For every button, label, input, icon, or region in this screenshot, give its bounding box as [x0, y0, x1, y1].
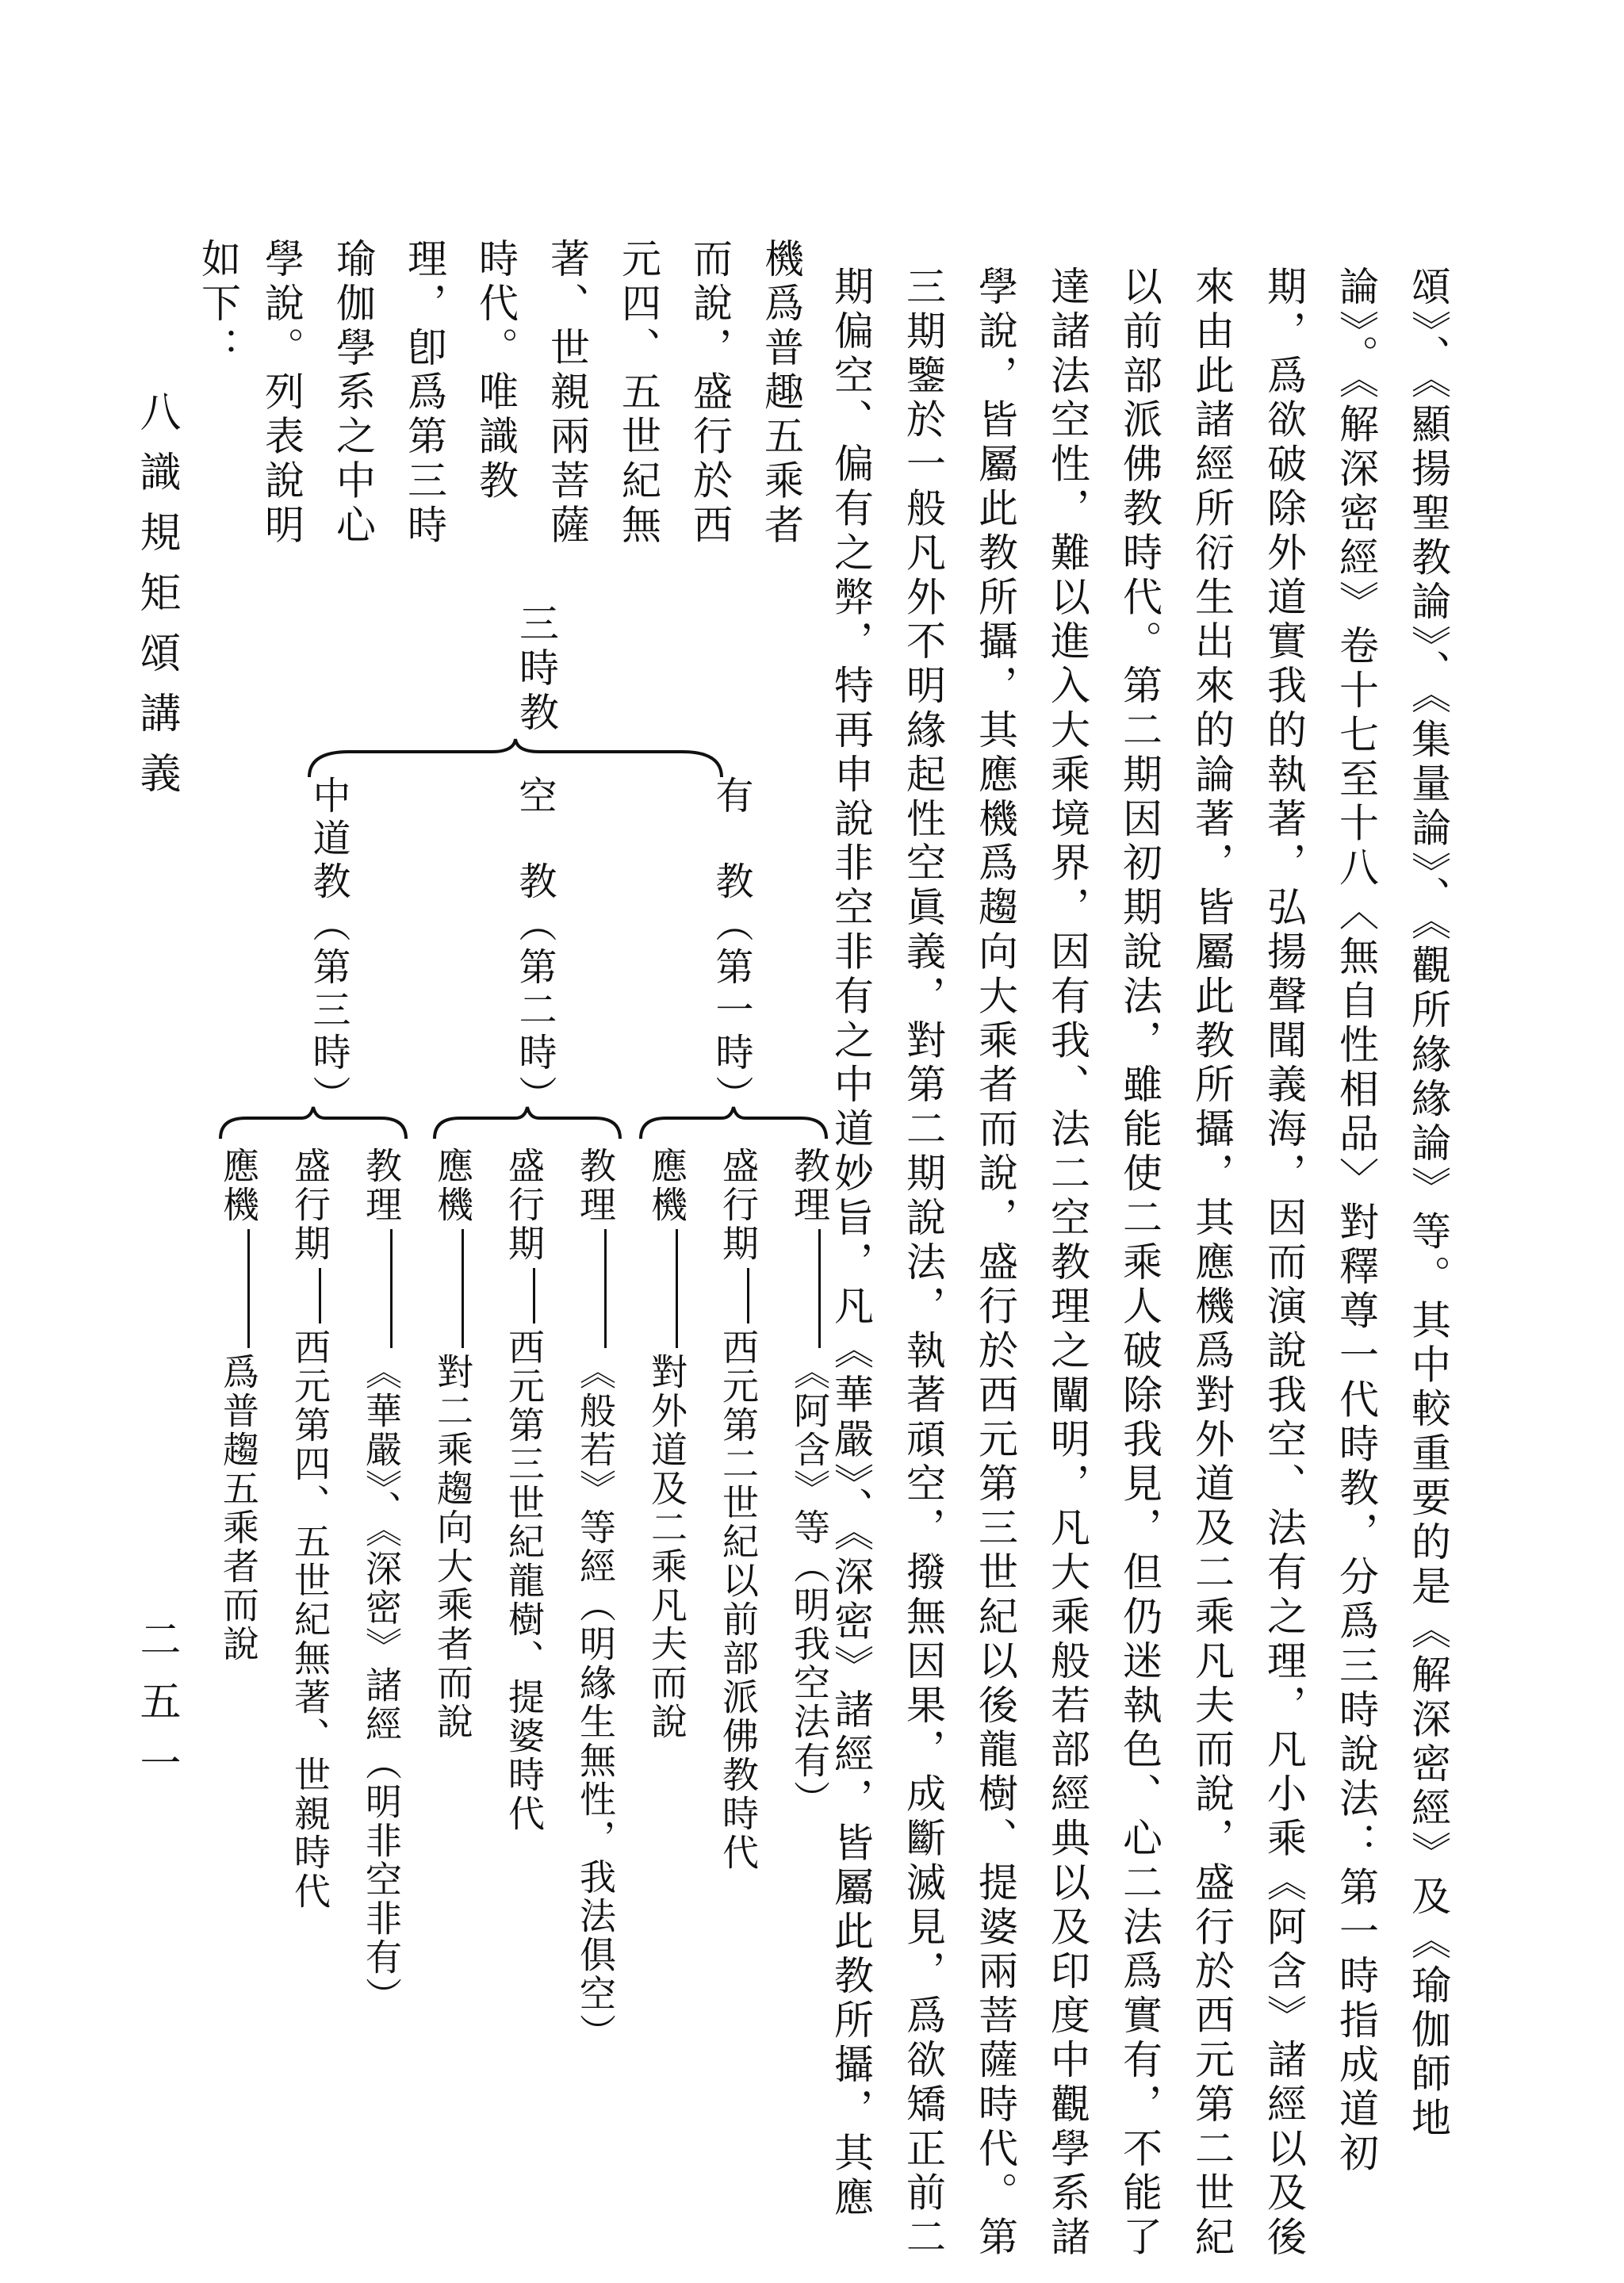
- row-value: 西元第四、五世紀無著、世親時代: [289, 1328, 331, 1911]
- table-row: [712, 1147, 764, 1872]
- body-column: 三期鑒於一般凡外不明緣起性空眞義，對第二期說法，執著頑空，撥無因果，成斷滅見，爲欲矯正前二: [900, 266, 946, 2261]
- table-row: [569, 1147, 622, 2052]
- body-column: 頌》、《顯揚聖教論》、《集量論》、《觀所緣緣論》等。其中較重要的是《解深密經》及《瑜伽師地: [1405, 266, 1451, 2142]
- branch-label-second: 空 教（第二時）: [512, 776, 557, 1118]
- row-key: 盛行期: [503, 1147, 546, 1263]
- side-column: 瑜伽學系之中心: [330, 238, 376, 549]
- side-column: 時代。唯識教: [473, 238, 519, 504]
- running-title: 八識規矩頌講義: [132, 390, 180, 812]
- leader-line: [462, 1229, 464, 1348]
- branch-brace-first: [634, 1104, 833, 1143]
- body-column: 學說，皆屬此教所攝，其應機爲趨向大乘者而說，盛行於西元第三世紀以後龍樹、提婆兩菩薩時代。第: [972, 266, 1018, 2261]
- table-root-label: 三時教: [513, 603, 559, 736]
- branch-label-third: 中道教（第三時）: [306, 776, 350, 1118]
- row-value: 《阿含》等（明我空法有）: [788, 1353, 831, 1819]
- row-key: 應機: [217, 1147, 260, 1224]
- leader-line: [390, 1229, 393, 1348]
- row-key: 盛行期: [717, 1147, 760, 1263]
- row-key: 應機: [645, 1147, 688, 1224]
- row-value: 西元第二世紀以前部派佛教時代: [717, 1328, 760, 1872]
- side-column: 而說，盛行於西: [687, 238, 733, 549]
- row-value: 爲普趨五乘者而說: [217, 1353, 260, 1664]
- row-key: 教理: [574, 1147, 617, 1224]
- leader-line: [676, 1229, 678, 1348]
- branch-label-first: 有 教（第一時）: [709, 776, 753, 1118]
- body-column: 論》。《解深密經》卷十七至十八〈無自性相品〉對釋尊一代時教，分爲三時說法：第一時指成道初: [1333, 266, 1379, 2177]
- leader-line: [247, 1229, 250, 1348]
- branch-brace-second: [428, 1104, 626, 1143]
- side-column: 如下：: [195, 238, 241, 371]
- table-row: [284, 1147, 336, 1911]
- table-row: [355, 1147, 408, 2016]
- row-value: 對二乘趨向大乘者而說: [431, 1353, 474, 1741]
- body-column: 達諸法空性，難以進入大乘境界，因有我、法二空教理之闡明，凡大乘般若部經典以及印度中觀學系諸: [1044, 266, 1090, 2261]
- row-value: 《華嚴》、《深密》諸經（明非空非有）: [360, 1353, 403, 2016]
- side-column: 機爲普趣五乘者: [758, 238, 804, 549]
- body-column: 來由此諸經所衍生出來的論著，皆屬此教所攝，其應機爲對外道及二乘凡夫而說，盛行於西元第二世紀: [1189, 266, 1235, 2261]
- row-value: 對外道及二乘凡夫而說: [645, 1353, 688, 1741]
- row-key: 盛行期: [289, 1147, 331, 1263]
- table-row: [427, 1147, 479, 1741]
- table-row: [783, 1147, 836, 1819]
- leader-line: [533, 1268, 535, 1323]
- leader-line: [319, 1268, 321, 1323]
- table-row: [213, 1147, 265, 1664]
- side-column: 元四、五世紀無: [615, 238, 661, 549]
- body-column: 期偏空、偏有之弊，特再申說非空非有之中道妙旨，凡《華嚴》、《深密》諸經，皆屬此教所攝，其應: [828, 266, 874, 2221]
- body-column: 以前部派佛教時代。第二期因初期說法，雖能使二乘人破除我見，但仍迷執色、心二法爲實有，不能了: [1116, 266, 1162, 2261]
- leader-line: [604, 1229, 607, 1348]
- leader-line: [747, 1268, 749, 1323]
- leader-line: [818, 1229, 821, 1348]
- side-column: 理，卽爲第三時: [401, 238, 447, 549]
- side-column: 學說。列表說明: [259, 238, 304, 549]
- branch-brace-third: [214, 1104, 412, 1143]
- row-key: 教理: [788, 1147, 831, 1224]
- table-row: [498, 1147, 550, 1833]
- row-key: 教理: [360, 1147, 403, 1224]
- page-number: 二五一: [132, 1618, 180, 1803]
- table-row: [641, 1147, 693, 1741]
- row-value: 《般若》等經（明緣生無性，我法俱空）: [574, 1353, 617, 2052]
- side-column: 著、世親兩菩薩: [544, 238, 590, 549]
- body-column: 期，爲欲破除外道實我的執著，弘揚聲聞義海，因而演說我空、法有之理，凡小乘《阿含》諸經以及後: [1261, 266, 1307, 2261]
- row-key: 應機: [431, 1147, 474, 1224]
- row-value: 西元第三世紀龍樹、提婆時代: [503, 1328, 546, 1833]
